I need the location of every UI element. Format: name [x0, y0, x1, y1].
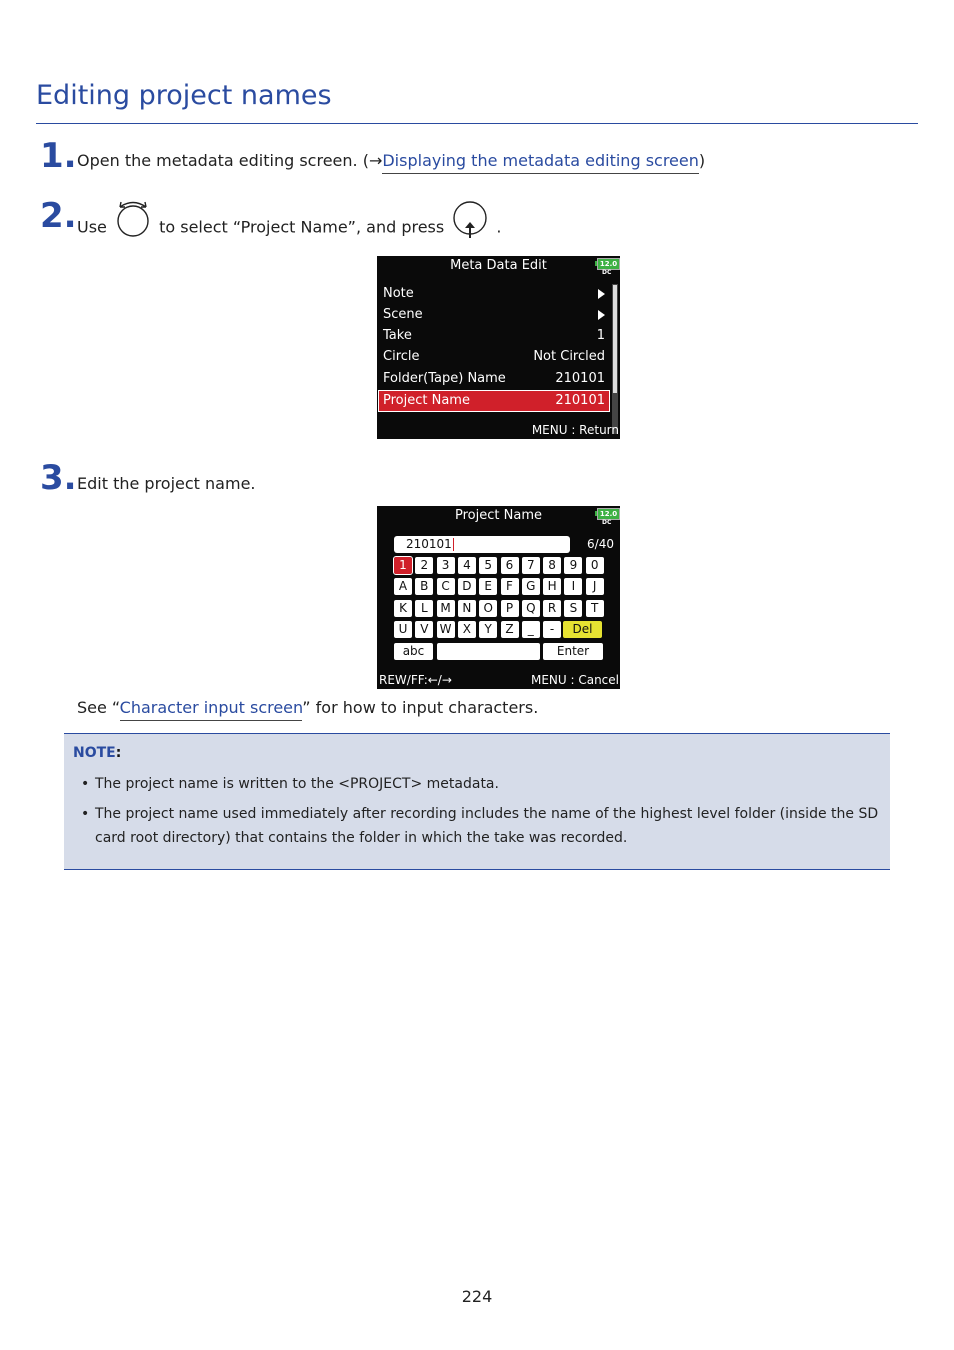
step-2-middle: to select “Project Name”, and press: [159, 217, 445, 237]
menu-row-project-name: [379, 391, 609, 411]
key-_: _: [522, 621, 540, 638]
footer-right: MENU : Cancel: [530, 673, 619, 687]
row-label: Folder(Tape) Name: [383, 371, 506, 386]
input-value: 210101: [406, 537, 452, 551]
step-2-end: .: [496, 217, 502, 237]
key-5: 5: [479, 557, 497, 574]
step-2-use: Use: [77, 217, 107, 237]
menu-row-folder-name: [379, 369, 609, 389]
note-item: [81, 772, 880, 796]
key-X: X: [458, 621, 476, 638]
project-name-input: [394, 536, 570, 553]
chevron-right-icon: [598, 284, 605, 306]
key-Y: Y: [479, 621, 497, 638]
key-F: F: [501, 578, 519, 595]
key-4: 4: [458, 557, 476, 574]
note-title: [73, 745, 121, 761]
bullet: •: [81, 806, 90, 822]
battery-level: 12.0: [597, 258, 620, 270]
meta-data-edit-screenshot: [377, 256, 620, 439]
menu-row-take: [379, 326, 609, 346]
key-S: S: [564, 600, 582, 617]
key-Q: Q: [522, 600, 540, 617]
step-1-label: Open the metadata editing screen. (→: [77, 151, 383, 170]
note-item-text: The project name is written to the <PROJECT> metadata.: [95, 776, 499, 792]
abc-key: abc: [394, 643, 433, 660]
row-label: Scene: [383, 307, 423, 322]
see-reference: [77, 698, 538, 717]
key-T: T: [586, 600, 604, 617]
key--: -: [543, 621, 561, 638]
row-value: 210101: [555, 371, 605, 386]
page-title: Editing project names: [36, 80, 332, 111]
char-count: 6/40: [587, 537, 614, 551]
key-U: U: [394, 621, 412, 638]
enter-key: Enter: [543, 643, 603, 660]
key-2: 2: [415, 557, 433, 574]
battery-level: 12.0: [597, 508, 620, 520]
row-value: Not Circled: [533, 349, 605, 364]
del-key: Del: [563, 621, 602, 638]
press-dial-icon: [449, 212, 491, 244]
bullet: •: [81, 776, 90, 792]
footer-left: REW/FF:←/→: [379, 673, 452, 687]
key-I: I: [564, 578, 582, 595]
menu-row-note: [379, 284, 609, 304]
key-R: R: [543, 600, 561, 617]
key-L: L: [415, 600, 433, 617]
key-G: G: [522, 578, 540, 595]
step-1-number: 1.: [40, 136, 77, 176]
key-O: O: [479, 600, 497, 617]
step-3-number: 3.: [40, 458, 77, 498]
step-1-close: ): [698, 151, 706, 170]
key-B: B: [415, 578, 433, 595]
key-A: A: [394, 578, 412, 595]
key-H: H: [543, 578, 561, 595]
key-3: 3: [437, 557, 455, 574]
key-K: K: [394, 600, 412, 617]
menu-row-scene: [379, 305, 609, 325]
battery-icon: [595, 258, 619, 278]
battery-type: DC: [602, 519, 612, 526]
row-value: 1: [596, 328, 605, 343]
key-0: 0: [586, 557, 604, 574]
title-divider: [36, 123, 918, 124]
key-Z: Z: [501, 621, 519, 638]
key-N: N: [458, 600, 476, 617]
key-M: M: [437, 600, 455, 617]
metadata-screen-link[interactable]: Displaying the metadata editing screen: [382, 151, 699, 174]
key-6: 6: [501, 557, 519, 574]
note-label: NOTE: [73, 745, 116, 761]
row-label: Note: [383, 286, 414, 301]
page-number: 224: [461, 1287, 493, 1306]
key-D: D: [458, 578, 476, 595]
key-C: C: [437, 578, 455, 595]
see-after: ” for how to input characters.: [302, 698, 539, 717]
step-2-text: [77, 212, 502, 244]
row-label: Take: [383, 328, 412, 343]
character-input-link[interactable]: Character input screen: [120, 698, 303, 721]
note-item: [81, 802, 880, 850]
key-7: 7: [522, 557, 540, 574]
note-colon: :: [115, 745, 122, 761]
battery-type: DC: [602, 269, 612, 276]
project-name-screenshot: [377, 506, 620, 689]
chevron-right-icon: [598, 305, 605, 327]
menu-row-circle: [379, 347, 609, 367]
space-key: [437, 643, 540, 660]
scrollbar-thumb: [613, 285, 617, 393]
key-W: W: [437, 621, 455, 638]
key-V: V: [415, 621, 433, 638]
row-label: Circle: [383, 349, 420, 364]
dial-icon: [112, 213, 154, 243]
key-J: J: [586, 578, 604, 595]
step-2-number: 2.: [40, 196, 77, 236]
step-1-text: [77, 151, 705, 170]
key-P: P: [501, 600, 519, 617]
text-caret: [453, 538, 454, 551]
battery-icon: [595, 508, 619, 528]
key-E: E: [479, 578, 497, 595]
screen-header: Project Name: [455, 508, 542, 523]
row-value: 210101: [555, 393, 605, 408]
step-3-text: Edit the project name.: [77, 474, 256, 493]
screen-footer: MENU : Return: [531, 423, 619, 437]
see-before: See “: [77, 698, 120, 717]
row-label: Project Name: [383, 393, 470, 408]
key-1: 1: [394, 557, 412, 574]
note-box: [64, 733, 890, 870]
note-item-text: The project name used immediately after recording includes the name of the highest level folder (inside the SD card root directory) that contains the folder in which the take was recorded.: [95, 806, 879, 846]
key-9: 9: [564, 557, 582, 574]
key-8: 8: [543, 557, 561, 574]
screen-header: Meta Data Edit: [450, 258, 547, 273]
